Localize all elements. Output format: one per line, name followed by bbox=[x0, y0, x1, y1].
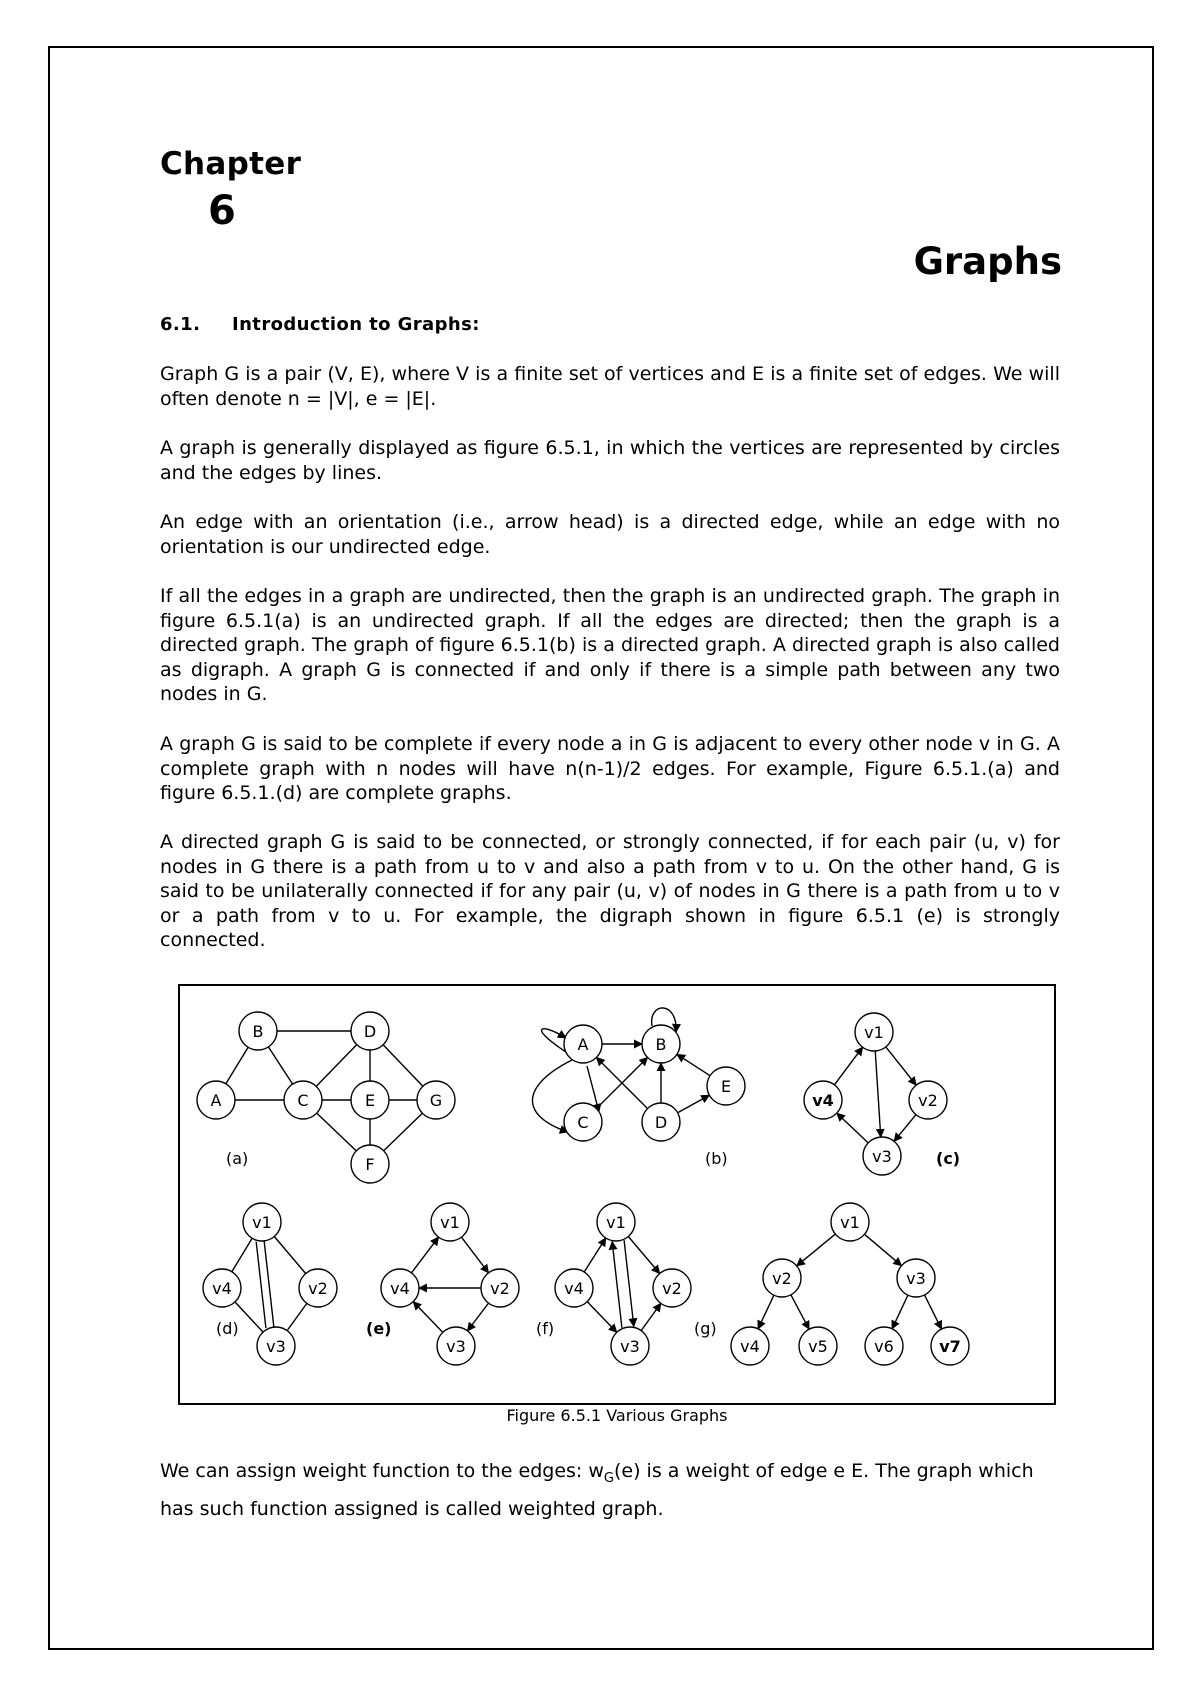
graph-g-node-label-v4: v4 bbox=[740, 1337, 760, 1356]
graph-f-node-label-v2: v2 bbox=[662, 1279, 682, 1298]
graph-d-node-label-v2: v2 bbox=[308, 1279, 328, 1298]
graph-3-edge-v4-v3 bbox=[235, 1302, 263, 1332]
graph-2-edge-v2-v3 bbox=[894, 1115, 916, 1142]
graph-e-node-label-v1: v1 bbox=[440, 1213, 460, 1232]
graph-a-node-label-B: B bbox=[252, 1022, 264, 1041]
graph-c-node-label-v3: v3 bbox=[872, 1147, 892, 1166]
figure-various-graphs bbox=[178, 984, 1056, 1405]
graph-5-edge-v4-v1 bbox=[584, 1238, 606, 1272]
paragraph-strongly-connected: A directed graph G is said to be connected, or strongly connected, if for each pair (u, v) for nodes in G there is a path from u to v and also a path from v to u. On the other hand, G is said to be unilaterally connected if for any pair (u, v) of nodes in G there is a path from u to v or a path from v to u. For example, the digraph shown in figure 6.5.1 (e) is strongly connected. bbox=[160, 831, 1060, 951]
graph-e-node-label-v2: v2 bbox=[490, 1279, 510, 1298]
graph-f-node-label-v4: v4 bbox=[564, 1279, 584, 1298]
graph-b-node-label-B: B bbox=[655, 1035, 667, 1054]
chapter-label: Chapter bbox=[160, 146, 302, 182]
paragraph-weighted-graph bbox=[160, 1456, 1060, 1524]
paragraph-edge-orientation: An edge with an orientation (i.e., arrow head) is a directed edge, while an edge with no orientation is our undirected edge. bbox=[160, 511, 1060, 558]
graph-label-b: (b) bbox=[705, 1149, 728, 1168]
graph-a-node-label-F: F bbox=[365, 1155, 375, 1174]
graph-a-node-label-D: D bbox=[363, 1022, 377, 1041]
graph-6-edge-v2-v4 bbox=[758, 1295, 774, 1329]
graph-1-edge-E-B bbox=[677, 1054, 710, 1075]
graph-b-node-label-D: D bbox=[654, 1113, 668, 1132]
graph-d-node-label-v3: v3 bbox=[266, 1337, 286, 1356]
graph-a-node-label-C: C bbox=[297, 1091, 309, 1110]
graph-d-node-label-v4: v4 bbox=[212, 1279, 232, 1298]
graph-f-node-label-v3: v3 bbox=[620, 1337, 640, 1356]
graph-1-edge-D-E bbox=[678, 1095, 710, 1113]
graph-5-edge-v3-v1 bbox=[612, 1242, 622, 1328]
graph-b-node-label-E: E bbox=[720, 1077, 732, 1096]
graph-4-edge-v1-v2 bbox=[461, 1237, 488, 1273]
graph-6-edge-v1-v2 bbox=[797, 1234, 836, 1266]
graph-5-edge-v1-v2 bbox=[628, 1236, 659, 1273]
graph-6-edge-v2-v5 bbox=[791, 1295, 809, 1329]
section-number: 6.1. bbox=[160, 314, 201, 335]
graph-c-node-label-v2: v2 bbox=[918, 1091, 938, 1110]
graph-0-edge-A-B bbox=[226, 1047, 248, 1084]
graph-c-node-label-v4: v4 bbox=[812, 1091, 834, 1110]
graph-2-edge-v3-v4 bbox=[837, 1113, 868, 1143]
graphs-figure-svg bbox=[180, 986, 1054, 1403]
graph-0-edge-C-F bbox=[317, 1113, 357, 1151]
graph-c-node-label-v1: v1 bbox=[864, 1023, 884, 1042]
graph-0-edge-F-G bbox=[384, 1113, 423, 1151]
graph-4-edge-v2-v3 bbox=[467, 1303, 488, 1331]
graph-6-edge-v3-v6 bbox=[892, 1295, 908, 1329]
graph-label-d: (d) bbox=[216, 1319, 239, 1338]
graph-a-node-label-G: G bbox=[429, 1091, 443, 1110]
graph-5-edge-v3-v2 bbox=[641, 1303, 661, 1330]
chapter-number: 6 bbox=[208, 188, 236, 234]
graph-g-node-label-v2: v2 bbox=[772, 1269, 792, 1288]
graph-3-edge-v2-v3 bbox=[287, 1303, 307, 1330]
graph-3-edge-v1-v3 bbox=[256, 1242, 266, 1328]
graph-a-node-label-E: E bbox=[364, 1091, 376, 1110]
graph-f-node-label-v1: v1 bbox=[606, 1213, 626, 1232]
chapter-title: Graphs bbox=[913, 240, 1062, 283]
graph-3-edge-v1-v4 bbox=[232, 1238, 252, 1272]
graph-g-node-label-v5: v5 bbox=[808, 1337, 828, 1356]
graph-g-node-label-v1: v1 bbox=[840, 1213, 860, 1232]
graph-2-edge-v1-v3 bbox=[875, 1051, 881, 1137]
graph-g-node-label-v7: v7 bbox=[939, 1337, 961, 1356]
graph-4-edge-v4-v1 bbox=[411, 1237, 438, 1273]
weight-text-after: (e) is a weight of edge e E. The graph which has such function assigned is called weighted graph. bbox=[160, 1460, 1034, 1520]
paragraph-definition: Graph G is a pair (V, E), where V is a finite set of vertices and E is a finite set of edges. We will often denote n = |V|, e = |E|. bbox=[160, 363, 1060, 410]
weight-subscript: G bbox=[603, 1470, 614, 1486]
graph-0-edge-D-G bbox=[383, 1045, 423, 1087]
graph-6-edge-v1-v3 bbox=[864, 1234, 901, 1265]
figure-caption: Figure 6.5.1 Various Graphs bbox=[506, 1406, 728, 1425]
graph-g-node-label-v3: v3 bbox=[906, 1269, 926, 1288]
section-heading bbox=[160, 314, 480, 335]
graph-6-edge-v3-v7 bbox=[924, 1295, 941, 1329]
graph-b-node-label-A: A bbox=[577, 1035, 589, 1054]
graph-4-edge-v3-v4 bbox=[413, 1302, 443, 1333]
graph-e-node-label-v3: v3 bbox=[446, 1337, 466, 1356]
graph-0-edge-B-C bbox=[268, 1047, 292, 1084]
weight-text-before: We can assign weight function to the edges: w bbox=[160, 1460, 604, 1482]
graph-5-edge-v4-v3 bbox=[587, 1302, 617, 1333]
section-title: Introduction to Graphs: bbox=[232, 314, 480, 335]
graph-2-edge-v1-v2 bbox=[886, 1047, 916, 1085]
graph-0-edge-C-D bbox=[316, 1045, 357, 1087]
paragraph-undirected-directed: If all the edges in a graph are undirected, then the graph is an undirected graph. The graph in figure 6.5.1(a) is an undirected graph. If all the edges are directed; then the graph is a directed graph. The graph of figure 6.5.1(b) is a directed graph. A directed graph is also called as digraph. A graph G is connected if and only if there is a simple path between any two nodes in G. bbox=[160, 585, 1060, 705]
graph-label-e: (e) bbox=[366, 1319, 392, 1338]
graph-3-edge-v1-v2 bbox=[274, 1236, 305, 1273]
graph-3-edge-v1-v3 bbox=[264, 1241, 274, 1327]
paragraph-display: A graph is generally displayed as figure 6.5.1, in which the vertices are represented by circles and the edges by lines. bbox=[160, 437, 1060, 484]
graph-g-node-label-v6: v6 bbox=[874, 1337, 894, 1356]
graph-label-g: (g) bbox=[694, 1319, 717, 1338]
graph-2-edge-v4-v1 bbox=[834, 1047, 862, 1085]
graph-label-f: (f) bbox=[536, 1319, 555, 1338]
graph-5-edge-v1-v3 bbox=[624, 1240, 634, 1326]
graph-e-node-label-v4: v4 bbox=[390, 1279, 410, 1298]
paragraph-complete-graph: A graph G is said to be complete if every node a in G is adjacent to every other node v in G. A complete graph with n nodes will have n(n-1)/2 edges. For example, Figure 6.5.1.(a) and figure 6.5.1.(d) are complete graphs. bbox=[160, 733, 1060, 804]
graph-b-node-label-C: C bbox=[577, 1113, 589, 1132]
graph-label-c: (c) bbox=[936, 1149, 961, 1168]
graph-d-node-label-v1: v1 bbox=[252, 1213, 272, 1232]
graph-label-a: (a) bbox=[226, 1149, 249, 1168]
graph-a-node-label-A: A bbox=[210, 1091, 222, 1110]
